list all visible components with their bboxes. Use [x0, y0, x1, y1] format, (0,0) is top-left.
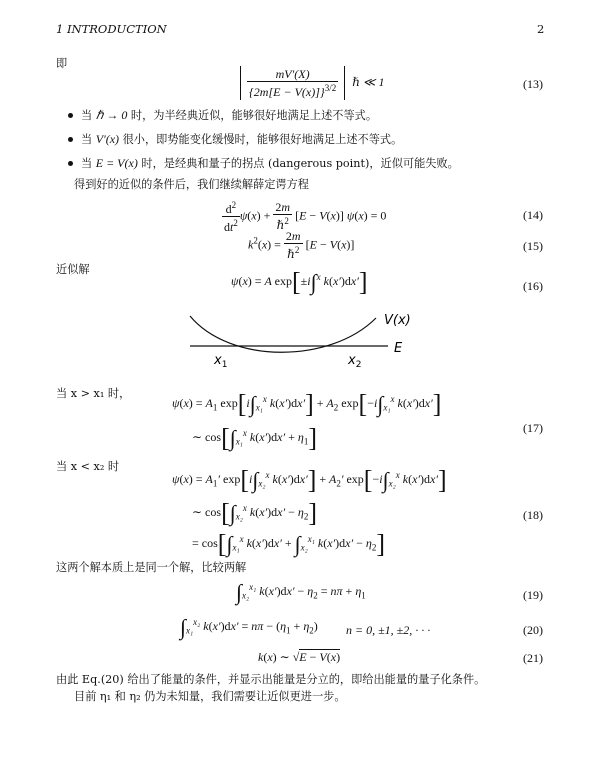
bullet-dot	[68, 161, 73, 166]
x1-label: $x_1$	[214, 353, 228, 370]
eq14-number: (14)	[523, 208, 543, 222]
case-1-label: 当 x > x₁ 时，	[56, 387, 131, 400]
equation-18-line-3: = $\cos[\int_{x_1}^x$ $k(x')dx' + \int_{x_2}^{x_1}$ $k(x')dx' - \eta_2$]	[192, 529, 386, 559]
eq15-number: (15)	[523, 239, 543, 253]
eq17-number: (17)	[523, 421, 543, 435]
bullet-item-2: 当 V′(x) 很小，即势能变化缓慢时，能够很好地满足上述不等式。	[68, 131, 402, 147]
equation-13	[240, 66, 385, 100]
equation-15: $k^2(x)$ = $\frac{2m}{\hbar^2}$ [E − V(x)]	[248, 229, 355, 261]
equation-21: k(x) ∼ √E − V(x)	[258, 650, 341, 664]
para-eq20: 由此 Eq.(20) 给出了能量的条件，并显示出能量是分立的，即给出能量的量子化条件。	[56, 673, 486, 686]
equation-17-line-1: $\psi(x) = A_1$ $\exp[i\int_{x_1}^x$ $k(x')dx'] + A_2$ $\exp[-i\int_{x_1}^x$ k(x′)dx′]	[172, 389, 442, 419]
equation-19: $\int_{x_2}^{x_1}$ $k(x')dx' - \eta_2 = n\pi + \eta_1$	[236, 579, 366, 605]
bullet-item-3: 当 E = V(x) 时，是经典和量子的拐点 (dangerous point)，近似可能失败。	[68, 155, 459, 171]
eq13-exponent: 3/2	[324, 82, 337, 93]
eq21-number: (21)	[523, 651, 543, 665]
eq18-number: (18)	[523, 508, 543, 522]
eq16-number: (16)	[523, 279, 543, 293]
bullet-item-1: 当 ℏ → 0 时，为半经典近似，能够很好地满足上述不等式。	[68, 107, 377, 123]
equation-17-line-2: ∼ $\cos[\int_{x_1}^x$ $k(x')dx' + \eta_1$]	[192, 423, 318, 453]
line-label: E	[394, 341, 403, 356]
eq20-condition: n = 0, ±1, ±2, · · ·	[346, 623, 431, 637]
bullet-dot	[68, 113, 73, 118]
bullet-dot	[68, 137, 73, 142]
equation-18-line-1: $\psi(x) = A_1'$ $\exp[i\int_{x_2}^x$ $k(x')dx'] + A_2'$ $\exp[-i\int_{x_2}^x$ k(x′)dx′]	[172, 465, 447, 495]
case-2-label: 当 x < x₂ 时	[56, 460, 120, 473]
equation-14: $\frac{d^2}{dt^2}$ ψ(x) + $\frac{2m}{\hbar^2}$ [E − V(x)] ψ(x) = 0	[224, 200, 387, 234]
equation-16: ψ(x) = A exp[±i∫$^x$ k(x′)dx′]	[231, 267, 368, 297]
page-number: 2	[537, 22, 545, 36]
eq13-numerator: mV′(X)	[247, 68, 338, 82]
para-compare: 这两个解本质上是同一个解，比较两解	[56, 561, 247, 574]
eq20-number: (20)	[523, 623, 543, 637]
equation-18-line-2: ∼ $\cos[\int_{x_2}^x$ $k(x')dx' - \eta_2$]	[192, 498, 318, 528]
equation-20: $\int_{x_1}^{x_2}$ $k(x')dx' = n\pi - (\eta_1 + \eta_2)$	[180, 614, 318, 640]
potential-well-figure	[180, 308, 420, 372]
x2-label: $x_2$	[348, 353, 362, 370]
label-approx: 近似解	[56, 263, 90, 276]
para-schrodinger: 得到好的近似的条件后，我们继续解薛定谔方程	[74, 178, 309, 191]
running-header-section: 1 INTRODUCTION	[56, 22, 167, 36]
eq13-tail: ℏ ≪ 1	[352, 74, 385, 89]
eq19-number: (19)	[523, 588, 543, 602]
intro-ji: 即	[56, 57, 68, 70]
curve-label: V(x)	[384, 313, 411, 328]
eq13-denominator: {2m[E − V(x)]}	[249, 84, 325, 99]
potential-curve	[190, 316, 376, 352]
para-eta: 目前 η₁ 和 η₂ 仍为未知量，我们需要让近似更进一步。	[74, 690, 346, 703]
eq13-number: (13)	[523, 77, 543, 91]
